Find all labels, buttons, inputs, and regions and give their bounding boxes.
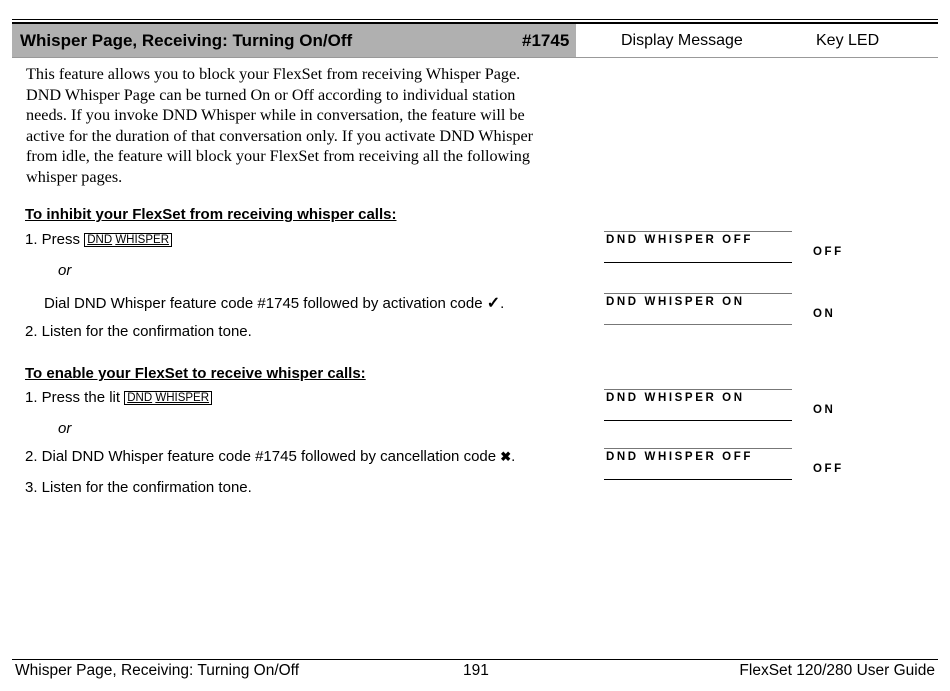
footer-rule	[12, 659, 938, 660]
inhibit-step-alt-text: Dial DND Whisper feature code #1745 followed by activation code	[44, 295, 483, 312]
display-message-1: DND WHISPER OFF	[606, 234, 753, 246]
key-led-3: ON	[813, 404, 836, 416]
dnd-whisper-key[interactable]	[124, 391, 212, 405]
dnd-whisper-key[interactable]	[84, 233, 172, 247]
display-rule	[604, 231, 792, 232]
top-rule-thin	[12, 19, 938, 20]
intro-line: whisper pages.	[26, 167, 123, 186]
inhibit-step-alt	[44, 293, 504, 313]
display-message-4: DND WHISPER OFF	[606, 451, 753, 463]
enable-step-2-end: .	[511, 448, 516, 465]
display-rule	[604, 262, 792, 263]
cross-icon: ✖	[500, 449, 512, 464]
inhibit-step-1-text: 1. Press	[25, 231, 81, 248]
inhibit-heading: To inhibit your FlexSet from receiving whisper calls:	[25, 206, 397, 223]
intro-line: from idle, the feature will block your FlexSet from receiving all the following	[26, 147, 530, 166]
enable-or: or	[58, 420, 72, 437]
checkmark-icon: ✓	[486, 295, 501, 312]
display-rule	[604, 293, 792, 294]
key-label-whisper: WHISPER	[155, 392, 210, 404]
enable-step-1	[25, 389, 212, 406]
display-rule	[604, 448, 792, 449]
inhibit-step-2: 2. Listen for the confirmation tone.	[25, 323, 252, 340]
key-led-2: ON	[813, 308, 836, 320]
display-rule	[604, 324, 792, 325]
feature-code: #1745	[522, 31, 570, 50]
key-led-column-header: Key LED	[816, 32, 880, 49]
key-label-dnd: DND	[127, 392, 153, 404]
inhibit-step-alt-end: .	[500, 295, 505, 312]
intro-line: needs. If you invoke DND Whisper while in conversation, the feature will be	[26, 106, 525, 125]
intro-line: DND Whisper Page can be turned On or Off according to individual station	[26, 85, 516, 104]
footer-guide-name: FlexSet 120/280 User Guide	[739, 662, 935, 679]
header-bottom-rule	[12, 57, 938, 58]
display-message-2: DND WHISPER ON	[606, 296, 745, 308]
page-title: Whisper Page, Receiving: Turning On/Off	[20, 31, 353, 50]
key-led-4: OFF	[813, 463, 844, 475]
display-message-column-header: Display Message	[621, 32, 743, 49]
display-rule	[604, 389, 792, 390]
enable-heading: To enable your FlexSet to receive whisper calls:	[25, 365, 366, 382]
display-rule	[604, 420, 792, 421]
enable-step-2-text: 2. Dial DND Whisper feature code #1745 followed by cancellation code	[25, 448, 497, 465]
intro-line: This feature allows you to block your FlexSet from receiving Whisper Page.	[26, 65, 521, 83]
enable-step-2	[25, 448, 515, 465]
key-label-dnd: DND	[87, 234, 113, 246]
footer-title: Whisper Page, Receiving: Turning On/Off	[15, 662, 300, 679]
enable-step-3: 3. Listen for the confirmation tone.	[25, 479, 252, 496]
intro-line: active for the duration of that conversation only. If you activate DND Whisper	[26, 126, 534, 145]
enable-step-1-text: 1. Press the lit	[25, 389, 121, 406]
inhibit-or: or	[58, 262, 72, 279]
intro-paragraph	[26, 64, 586, 188]
page-number: 191	[463, 662, 489, 679]
display-message-3: DND WHISPER ON	[606, 392, 745, 404]
inhibit-step-1	[25, 231, 172, 248]
key-label-whisper: WHISPER	[115, 234, 169, 246]
display-rule	[604, 479, 792, 480]
key-led-1: OFF	[813, 246, 844, 258]
